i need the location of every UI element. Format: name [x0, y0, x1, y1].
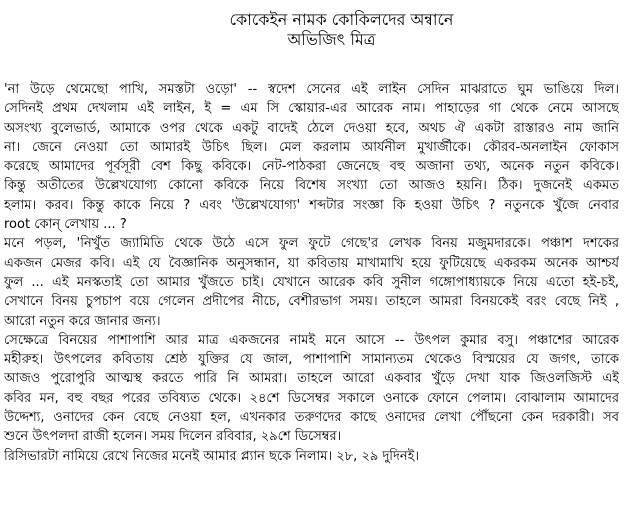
text-line: 'না উড়ে থেমেছো পাখি, সমস্তটা ওড়ো' -- স্বদেশ সেনের এই লাইন সেদিন মাঝরাতে ঘুম ভাঙিয়ে দিল। — [4, 82, 619, 97]
article-title: কোকেইন নামক কোকিলদের অন্বানে — [229, 10, 454, 29]
text-line: সেক্ষেত্রে বিনয়ের পাশাপাশি আর মাত্র একজনের নামই মনে আসে -- উৎপল কুমার বসু। পঞ্চাশের আরেক — [4, 332, 619, 348]
text-line: হলাম। করব। কিন্তু কাকে নিয়ে ? এবং 'উল্লেখযোগ্য' শব্দটার সংজ্ঞা কি হওয়া উচিৎ ? নতুনকে খুঁজে নেবার — [4, 197, 619, 213]
text-line: রিসিভারটা নামিয়ে রেখে নিজের মনেই আমার প্ল্যান ছকে নিলাম। ২৮, ২৯ দুদিনই। — [4, 448, 420, 464]
text-line: root কোন্ লেখায় ... ? — [4, 217, 127, 233]
text-line: করেছে আমাদের পূর্বসূরী বেশ কিছু কবিকে। নেট-পাঠকরা জেনেছে বহু অজানা তথ্য, অনেক নতুন কবিকে। — [4, 159, 619, 175]
text-line: সেদিনই প্রথম দেখলাম এই লাইন, ই = এম সি স্কোয়ার-এর আরেক নাম। পাহাড়ের গা থেকে নেমে আসছে — [4, 101, 619, 117]
text-line: কিন্তু অতীতের উল্লেখযোগ্য কোনো কবিকে নিয়ে বিশেষ সংখ্যা তো আজও হয়নি। ঠিক। দুজনেই একমত — [4, 178, 619, 194]
text-line: আজও পুরোপুরি আত্মস্থ করতে পারি নি আমরা। তাহলে আরো একবার খুঁড়ে দেখা যাক জিওলজিস্ট এই — [4, 371, 619, 387]
text-line: শুনে উৎপলদা রাজী হলেন। সময় দিলেন রবিবার, ২৯শে ডিসেম্বর। — [4, 429, 342, 445]
text-line: উদ্দেশ্য, ওনাদের কেন বেছে নেওয়া হল, এখনকার তরুণদের কাছে ওনাদের লেখা পৌঁছনো কেন দরকারী। সব — [4, 410, 619, 426]
text-line: ফুল ... এই মনস্কতাই তো আমার খুঁজতে চাই। যেখানে আরেক কবি সুনীল গঙ্গোপাধ্যায়কে নিয়ে এতো হই-চই, — [4, 274, 619, 290]
text-line: অসংখ্য বুলেভার্ড, আমাকে ওপর থেকে একটু বাদেই ঠেলে দেওয়া হবে, অথচ ঐ একটা রাস্তারও নাম জানি — [4, 120, 619, 136]
article-body — [4, 80, 619, 466]
text-line: মহীরুহ। উৎপলের কবিতায় শ্রেষ্ঠ যুক্তির যে জাল, পাশাপাশি সামান্যতম থেকেও বিস্ময়ের যে জগৎ, তাকে — [4, 352, 619, 368]
text-line: একজন মেজর কবি। এই যে বৈজ্ঞানিক অনুসন্ধান, যা কবিতায় মাখামাখি হয়ে ফুটিয়েছে একরকম অনেক আশ্চর্য — [4, 255, 619, 271]
text-line: সেখানে বিনয় চুপচাপ বয়ে গেলেন প্রদীপের নীচে, বেশীরভাগ সময়। তাহলে আমরা বিনয়কেই বরং বেছে নিই , — [4, 294, 619, 310]
text-line: আরো নতুন করে জানার জন্য। — [4, 313, 161, 329]
article-author: অভিজিৎ মিত্র — [287, 30, 376, 49]
text-line: কবির মন, বহু বছর পরের তবিষ্যত থেকে। ২৪শে ডিসেম্বর সকালে ওনাকে ফোনে পেলাম। বোঝালাম আমাদের — [4, 390, 619, 406]
text-line: না। জেনে নেওয়া তো আমারই উচিৎ ছিল। মেল করলাম আর্যনীল মুখার্জীকে। কৌরব-অনলাইন ফোকাস — [4, 139, 619, 155]
text-line: মনে পড়ল, 'নিখুঁত জ্যামিতি থেকে উঠে এসে ফুল ফুটে গেছে'র লেখক বিনয় মজুমদারকে। পঞ্চাশ দশকের — [4, 236, 619, 252]
